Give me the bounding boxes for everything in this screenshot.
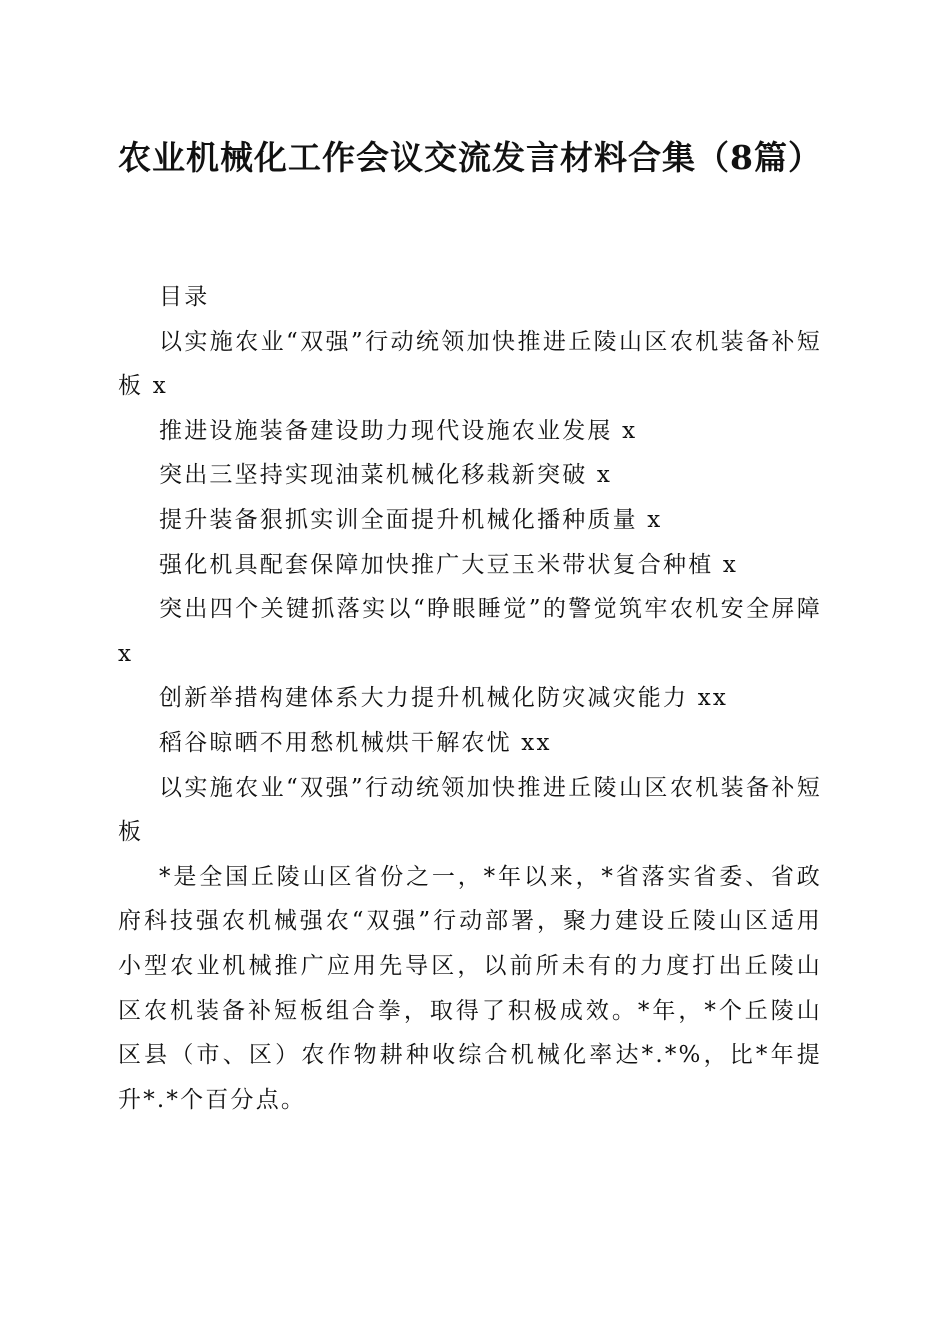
toc-item: 强化机具配套保障加快推广大豆玉米带状复合种植 x [159,551,739,578]
toc-item: 创新举措构建体系大力提升机械化防灾减灾能力 xx [159,685,729,712]
toc-item: 以实施农业“双强”行动统领加快推进丘陵山区农机装备补短板 x [118,328,822,400]
toc-item: 推进设施装备建设助力现代设施农业发展 x [159,417,638,444]
toc-item: 突出四个关键抓落实以“睁眼睡觉”的警觉筑牢农机安全屏障 x [118,596,822,667]
document-body [118,275,822,1122]
toc-item: 突出三坚持实现油菜机械化移栽新突破 x [159,462,613,489]
document-title: 农业机械化工作会议交流发言材料合集（8篇） [118,138,822,177]
section-heading: 以实施农业“双强”行动统领加快推进丘陵山区农机装备补短板 [118,774,822,846]
toc-item: 提升装备狠抓实训全面提升机械化播种质量 x [159,506,663,533]
body-paragraph: *是全国丘陵山区省份之一，*年以来，*省落实省委、省政府科技强农机械强农“双强”行动部署，聚力建设丘陵山区适用小型农业机械推广应用先导区，以前所未有的力度打出丘陵山区农机装备补短板组合拳，取得了积极成效。*年，*个丘陵山区县（市、区）农作物耕种收综合机械化率达*.*%，比*年提升*.*个百分点。 [118,863,822,1113]
toc-item: 稻谷晾晒不用愁机械烘干解农忧 xx [159,729,552,756]
toc-label: 目录 [159,284,210,310]
